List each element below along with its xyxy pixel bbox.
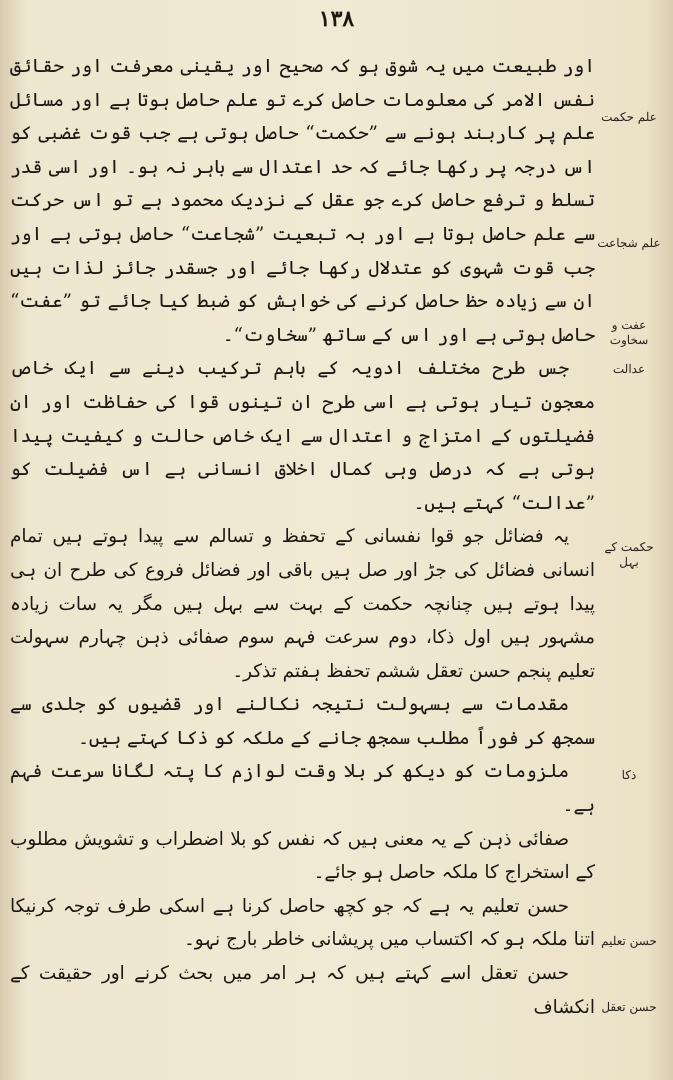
margin-note-husn-talim: حسن تعلیم <box>601 934 657 948</box>
paragraph-safai-zehn: صفائی ذہن کے یہ معنی ہیں کہ نفس کو بلا اضطراب و تشویش مطلوب کے استخراج کا ملکہ حاصل ہو جائے۔ <box>10 828 595 884</box>
paragraph-husn-taaqqul: حسن تعقل اسے کہتے ہیں کہ ہر امر میں بحث کرنے اور حقیقت کے انکشاف <box>10 963 595 1018</box>
paragraph-adalat: جس طرح مختلف ادویہ کے باہم ترکیب دینے سے ایک خاص معجون تیار ہوتی ہے اسی طرح ان تینوں قوا کی حفاظت اور ان فضیلتوں کے امتزاج و اعتدال سے ایک خاص حالت و کیفیت پیدا ہوتی ہے کہ درصل وہی کمال اخلاق انسانی ہے اس فضیلت کو ”عدالت“ کہتے ہیں۔ <box>10 358 595 514</box>
margin-note-zaka: ذکا <box>621 768 637 782</box>
margin-note-shujaat: علم شجاعت <box>597 236 661 250</box>
main-text-block <box>10 50 595 1024</box>
paragraph-husn-talim: حسن تعلیم یہ ہے کہ جو کچھ حاصل کرنا ہے اسکی طرف توجہ کرنیکا اتنا ملکہ ہو کہ اکتساب میں پریشانی خاطر بارج نہو۔ <box>10 895 595 951</box>
margin-note-hikmat: علم حکمت <box>601 110 657 124</box>
margin-note-iffat: عفت و سخاوت <box>609 318 649 347</box>
margin-note-adalat: عدالت <box>612 362 646 376</box>
margin-note-hikmat-shakhein: حکمت کے بہل <box>604 540 654 569</box>
paragraph-surat-fahm: ملزومات کو دیکھ کر بلا وقت لوازم کا پتہ لگانا سرعت فہم ہے۔ <box>10 761 595 817</box>
paragraph-hikmat-shujaat-iffat: اور طبیعت میں یہ شوق ہو کہ صحیح اور یقینی معرفت اور حقائق نفس الامر کی معلومات حاصل کرے تو علم حاصل ہوتا ہے اور مسائل علم پر کاربند ہونے سے ”حکمت“ حاصل ہوتی ہے جب قوت غضبی کو اس درجہ پر رکھا جائے کہ حد اعتدال سے باہر نہ ہو۔ اور اسی قدر تسلط و ترفع حاصل کرے جو عقل کے نزدیک محمود ہے تو اس حرکت سے علم حاصل ہوتا ہے اور بہ تبعیت ”شجاعت“ حاصل ہوتی ہے اور جب قوت شہوی کو عتدلال رکھا جائے اور جسقدر جائز لذات ہیں ان سے زیادہ حظ حاصل کرنے کی خواہش کو ضبط کیا جائے تو ”عفت“ حاصل ہوتی ہے اور اس کے ساتھ ”سخاوت“۔ <box>10 56 595 346</box>
paragraph-zaka: مقدمات سے بسہولت نتیجہ نکالنے اور قضیوں کو جلدی سے سمجھ کر فوراً مطلب سمجھ جانے کے ملکہ کو ذکا کہتے ہیں۔ <box>10 694 595 749</box>
page-number: ۱۳۸ <box>318 6 355 32</box>
paragraph-fazail: یہ فضائل جو قوا نفسانی کے تحفظ و تسالم سے پیدا ہوتے ہیں تمام انسانی فضائل کی جڑ اور صل ہیں باقی اور فضائل فروع کی طرح ان ہی پیدا ہوتے ہیں چنانچہ حکمت کے بہت سے بہل ہیں مگر یہ سات زیادہ مشہور ہیں اول ذکا، دوم سرعت فہم سوم صفائی ذہن چہارم سہولت تعلیم پنجم حسن تعقل ششم تحفظ ہفتم تذکر۔ <box>10 526 595 682</box>
margin-note-husn-taaqqul: حسن تعقل <box>601 1000 657 1014</box>
